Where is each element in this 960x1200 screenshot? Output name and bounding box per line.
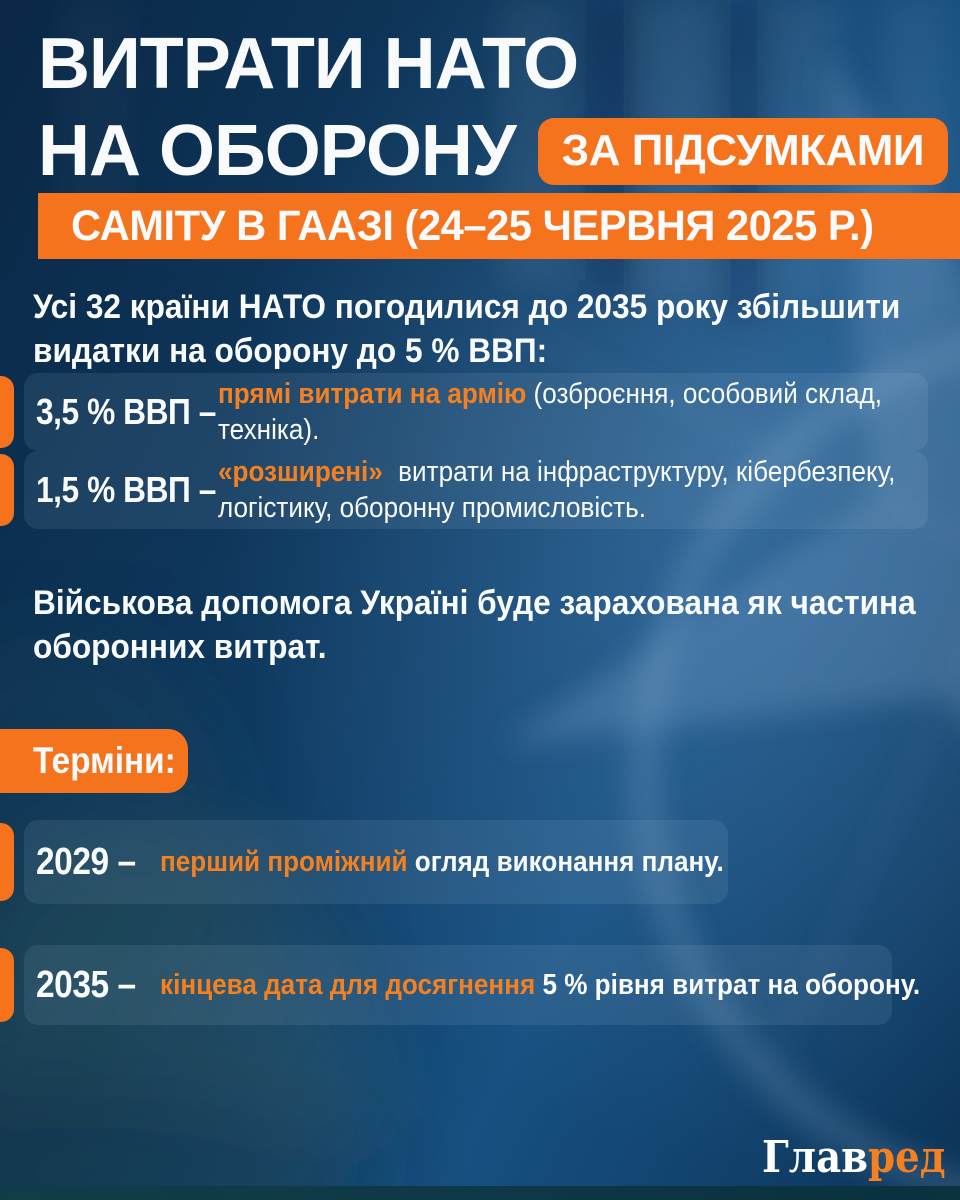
terms-heading-badge xyxy=(0,729,188,793)
glavred-logo xyxy=(762,1132,946,1183)
term-row-2035-label: 2035 – xyxy=(36,963,136,1006)
row-accent-tab xyxy=(0,823,14,901)
note-line-1: Військова допомога Україні буде зарахована як частина xyxy=(33,584,916,622)
desc-line: техніка). xyxy=(218,414,320,446)
desc-highlight: кінцева дата для досягнення xyxy=(160,969,536,1001)
desc-line: логістику, оборонну промисловість. xyxy=(218,492,647,524)
bottom-strip xyxy=(0,1186,960,1200)
gdp-row-15-desc xyxy=(218,454,895,526)
term-row-2029 xyxy=(24,820,728,904)
gdp-row-15-label: 1,5 % ВВП – xyxy=(36,469,216,510)
desc-highlight: прямі витрати на армію xyxy=(218,378,527,410)
gdp-row-35-label: 3,5 % ВВП – xyxy=(36,391,216,432)
desc-line xyxy=(218,376,882,412)
gdp-row-15 xyxy=(24,451,928,529)
term-row-2035 xyxy=(24,945,921,1025)
page-title-line2: НА ОБОРОНУ xyxy=(38,111,516,191)
summary-badge: ЗА ПІДСУМКАМИ xyxy=(538,118,948,185)
gdp-row-35-panel xyxy=(24,373,928,451)
note-line-2: оборонних витрат. xyxy=(33,628,327,666)
term-row-2029-label: 2029 – xyxy=(36,840,136,883)
header xyxy=(0,0,960,259)
row-accent-tab xyxy=(0,948,14,1022)
glavred-logo-orange: ред xyxy=(868,1132,946,1183)
terms-heading-text: Терміни: xyxy=(33,740,176,781)
row-accent-tab xyxy=(0,454,14,526)
desc-highlight: перший проміжний xyxy=(160,846,408,878)
term-row-2029-panel xyxy=(24,820,728,904)
row-accent-tab xyxy=(0,376,14,448)
desc-rest: витрати на інфраструктуру, кібербезпеку, xyxy=(390,456,896,488)
desc-line xyxy=(218,454,895,490)
term-row-2035-desc xyxy=(160,967,920,1003)
intro-paragraph xyxy=(33,285,960,373)
gdp-row-35 xyxy=(24,373,928,451)
desc-highlight: «розширені» xyxy=(218,456,383,488)
title-row xyxy=(38,111,960,191)
desc-rest: (озброєння, особовий склад, xyxy=(526,378,883,410)
summit-banner-text: САМІТУ В ГААЗІ (24–25 ЧЕРВНЯ 2025 Р.) xyxy=(71,201,874,250)
summit-banner xyxy=(38,193,960,259)
desc-rest: огляд виконання плану. xyxy=(407,846,724,878)
desc-rest: 5 % рівня витрат на оборону. xyxy=(535,969,921,1001)
term-row-2029-desc xyxy=(160,844,724,880)
term-row-2035-panel xyxy=(24,945,921,1025)
intro-line-1: Усі 32 країни НАТО погодилися до 2035 року збільшити xyxy=(33,288,901,326)
desc-line xyxy=(160,844,724,880)
gdp-row-35-desc xyxy=(218,376,882,448)
desc-line xyxy=(160,967,920,1003)
ukraine-note xyxy=(33,581,960,669)
page-title-line1: ВИТРАТИ НАТО xyxy=(38,24,579,104)
intro-line-2: видатки на оборону до 5 % ВВП: xyxy=(33,332,548,370)
gdp-row-15-panel xyxy=(24,451,928,529)
glavred-logo-white: Глав xyxy=(762,1132,869,1183)
